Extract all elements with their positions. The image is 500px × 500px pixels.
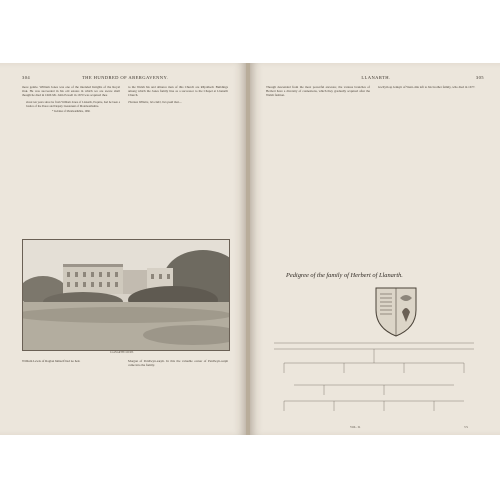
pedigree-tree (264, 339, 486, 425)
right-footer-signature: 3 S (464, 425, 468, 429)
left-col2-text (128, 85, 228, 106)
left-col2-para: to the Welsh his and alliance men of this Church are Rhyddsell. Buildings among which the Jones family line as a successor to the Chapel at Llanarth Church. (128, 85, 228, 98)
engraving-image (23, 240, 229, 350)
left-page-number: 304 (22, 75, 31, 80)
figure-caption: LLANARTH COURT. (110, 351, 134, 354)
left-col1-footnote: * Liebister of Monmouthshire, 1660. (52, 110, 91, 114)
right-page-number: 305 (475, 75, 484, 80)
left-lower-col1-para: William Lewis of Raglan himself had no heir. (22, 359, 81, 363)
right-running-title: LLANARTH. (361, 75, 391, 80)
pedigree-title: Pedigree of the family of Herbert of Llanarth. (286, 272, 403, 279)
right-col2-para: Gwilym ap Jenkyn of Wern-ddu left to his brother family, who died in 1677. (378, 85, 476, 89)
left-page (0, 63, 246, 435)
right-col1-para: Though descended from the most powerful ancestor, the various branches of Herbert have a diversity of connexions, which they gradually acquired after the Welsh fashion. (266, 85, 370, 98)
left-col1-sub: about ten years since he from William Jones of Llanarth, Esquire, had he been a Justice of the Peace and Deputy Lieutenant of Monmouthshire. (26, 99, 120, 108)
right-footer-volume: VOL. II. (350, 425, 361, 429)
left-lower-col2-para: Morgan of Penllwyn-sarph. In this the valuable owner of Penllwyn-sarph came into the family. (128, 359, 228, 368)
left-col1-para: more gentle. William Jones was one of the intended Knights of the Royal Oak. He was succeeded in his old estates in which we are aware shall though he died in 1666 Mr. John Powell in 1670 was acquired thee (22, 85, 120, 98)
right-col2-text (378, 85, 482, 91)
left-page-header (22, 75, 230, 80)
open-book (0, 63, 500, 435)
left-lower-col1 (22, 359, 120, 365)
left-running-title: THE HUNDRED OF ABERGAVENNY. (81, 75, 169, 80)
coat-of-arms-icon (372, 284, 420, 338)
left-col2-heading: Thomas Wilkins, his elder, lies paid that— (128, 99, 182, 104)
right-col1-text (266, 85, 370, 100)
left-lower-col2 (128, 359, 228, 369)
left-col1-text (22, 85, 120, 116)
llanarth-court-photograph (22, 239, 230, 351)
right-page-header (266, 75, 484, 80)
right-page (250, 63, 500, 435)
